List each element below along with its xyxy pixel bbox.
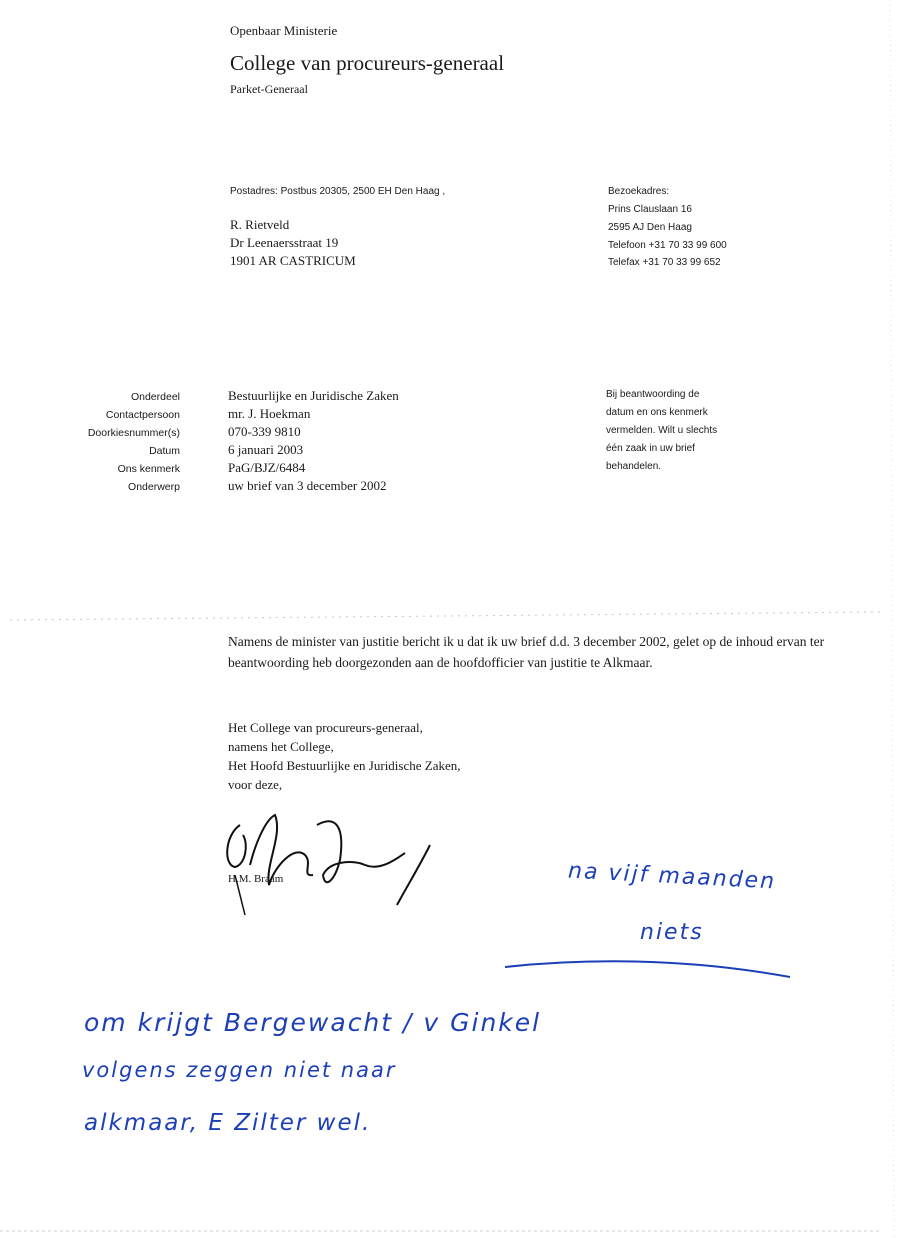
letter-body: Namens de minister van justitie bericht ik u dat ik uw brief d.d. 3 december 2002, gelet op de inhoud ervan ter beantwoording heb doorgezonden aan de hoofdofficier van justitie te Alkmaar. [228,634,825,670]
closing-line: Het College van procureurs-generaal, [228,720,423,735]
visiting-address-city: 2595 AJ Den Haag [608,222,692,233]
visiting-address-label: Bezoekadres: [608,186,670,197]
detail-label-reference: Ons kenmerk [117,463,180,475]
reply-note-line: datum en ons kenmerk [606,407,708,418]
closing-line: voor deze, [228,777,283,792]
closing-line: namens het College, [228,739,334,754]
detail-label-phone: Doorkiesnummer(s) [87,427,180,439]
organisation-name: Openbaar Ministerie [230,23,338,38]
handwritten-note: alkmaar, E Zilter wel. [84,1110,372,1136]
closing-line: Het Hoofd Bestuurlijke en Juridische Zaken, [228,758,461,773]
recipient-city: 1901 AR CASTRICUM [230,253,356,268]
department-name: Parket-Generaal [230,82,308,96]
reply-note-line: één zaak in uw brief [606,443,695,454]
handwritten-note: niets [640,920,704,945]
handwritten-note: om krijgt Bergewacht / v Ginkel [84,1008,542,1037]
signatory-name: H.M. Braam [228,873,284,885]
reply-note-line: behandelen. [606,461,662,472]
scan-edge-speckle [870,0,900,1238]
telefax-number: Telefax +31 70 33 99 652 [608,257,721,268]
detail-value-phone: 070-339 9810 [228,424,301,439]
detail-label-subject: Onderwerp [128,481,180,493]
detail-label-contact: Contactpersoon [105,409,180,421]
postal-address: Postadres: Postbus 20305, 2500 EH Den Haag , [230,186,446,197]
detail-value-contact: mr. J. Hoekman [228,406,311,421]
detail-value-department: Bestuurlijke en Juridische Zaken [228,388,399,403]
recipient-street: Dr Leenaersstraat 19 [230,235,339,250]
recipient-name: R. Rietveld [230,217,290,232]
scan-artifact-line [0,600,900,630]
signature-graphic [205,805,445,925]
scan-bottom-edge [0,1225,900,1238]
handwritten-note: volgens zeggen niet naar [82,1058,397,1082]
detail-value-date: 6 januari 2003 [228,442,304,457]
reply-note-line: Bij beantwoording de [606,389,700,400]
telephone-number: Telefoon +31 70 33 99 600 [608,240,727,251]
visiting-address-street: Prins Clauslaan 16 [608,204,692,215]
detail-value-reference: PaG/BJZ/6484 [228,460,306,475]
detail-value-subject: uw brief van 3 december 2002 [228,478,387,493]
college-name: College van procureurs-generaal [230,51,505,75]
detail-label-date: Datum [149,445,180,457]
handwritten-underline [500,955,800,985]
detail-label-department: Onderdeel [130,391,180,403]
reply-note-line: vermelden. Wilt u slechts [606,425,718,436]
handwritten-note: na vijf maanden [567,858,777,895]
